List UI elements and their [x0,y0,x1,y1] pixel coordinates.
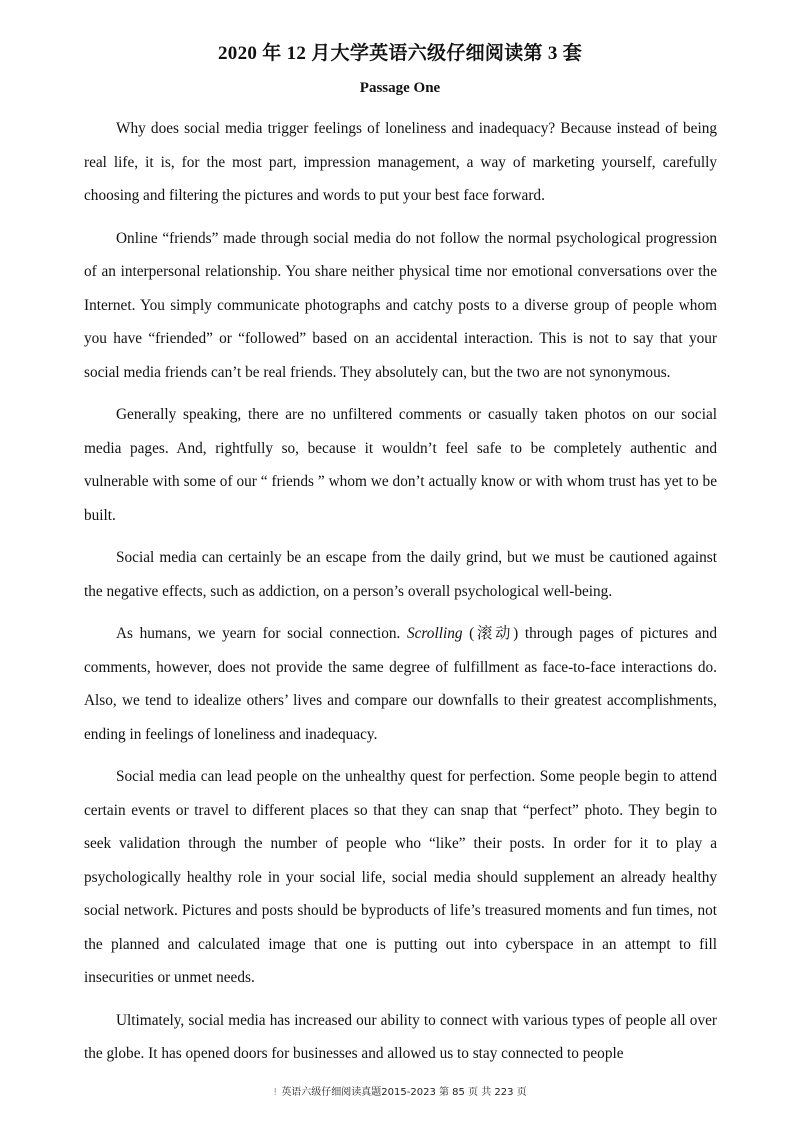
footer-page-info: 英语六级仔细阅读真题2015-2023 第 85 页 共 223 页 [281,1087,527,1098]
paragraph-2: Online “friends” made through social media do not follow the normal psychological progression of an interpersonal relationship. You share neither physical time nor emotional conversations over the Internet. You simply communicate photographs and catchy posts to a diverse group of people whom you have “friended” or “followed” based on an accidental interaction. This is not to say that your social media friends can’t be real friends. They absolutely can, but the two are not synonymous. [84,229,717,381]
paragraph-4: Social media can certainly be an escape from the daily grind, but we must be cautioned against the negative effects, such as addiction, on a person’s overall psychological well-being. [84,549,717,600]
paragraph-6: Social media can lead people on the unhealthy quest for perfection. Some people begin to attend certain events or travel to different places so that they can snap that “perfect” photo. They begin to seek validation through the number of people who “like” their posts. In order for it to play a psychologically healthy role in your social life, social media should supplement an already healthy social network. Pictures and posts should be byproducts of life’s treasured moments and fun times, not the planned and calculated image that one is putting out into cyberspace in an attempt to fill insecurities or unmet needs. [84,768,717,986]
paragraph-5-rest: (滚动) through pages of pictures and comments, however, does not provide the same degree of fulfillment as face-to-face interactions do. Also, we tend to idealize others’ lives and compare our downfalls to their greatest accomplishments, ending in feelings of loneliness and inadequacy. [84,625,717,743]
paragraph-3: Generally speaking, there are no unfiltered comments or casually taken photos on our social media pages. And, rightfully so, because it wouldn’t feel safe to be completely authentic and vulnerable with some of our “ friends ” whom we don’t actually know or with whom trust has yet to be built. [84,406,717,524]
paragraph-5-lead: As humans, we yearn for social connection. [116,625,407,642]
passage-heading: Passage One [359,80,441,96]
footer-mark: ! [273,1087,278,1098]
passage-body [84,112,717,1080]
paragraph-5 [84,617,717,751]
page-title: 2020 年 12 月大学英语六级仔细阅读第 3 套 [217,43,583,64]
paragraph-1: Why does social media trigger feelings of loneliness and inadequacy? Because instead of being real life, it is, for the most part, impression management, a way of marketing yourself, carefully choosing and filtering the pictures and words to put your best face forward. [84,120,717,204]
page-footer [0,1083,800,1098]
paragraph-7: Ultimately, social media has increased our ability to connect with various types of people all over the globe. It has opened doors for businesses and allowed us to stay connected to people [84,1011,717,1062]
italic-term: Scrolling [406,625,463,642]
